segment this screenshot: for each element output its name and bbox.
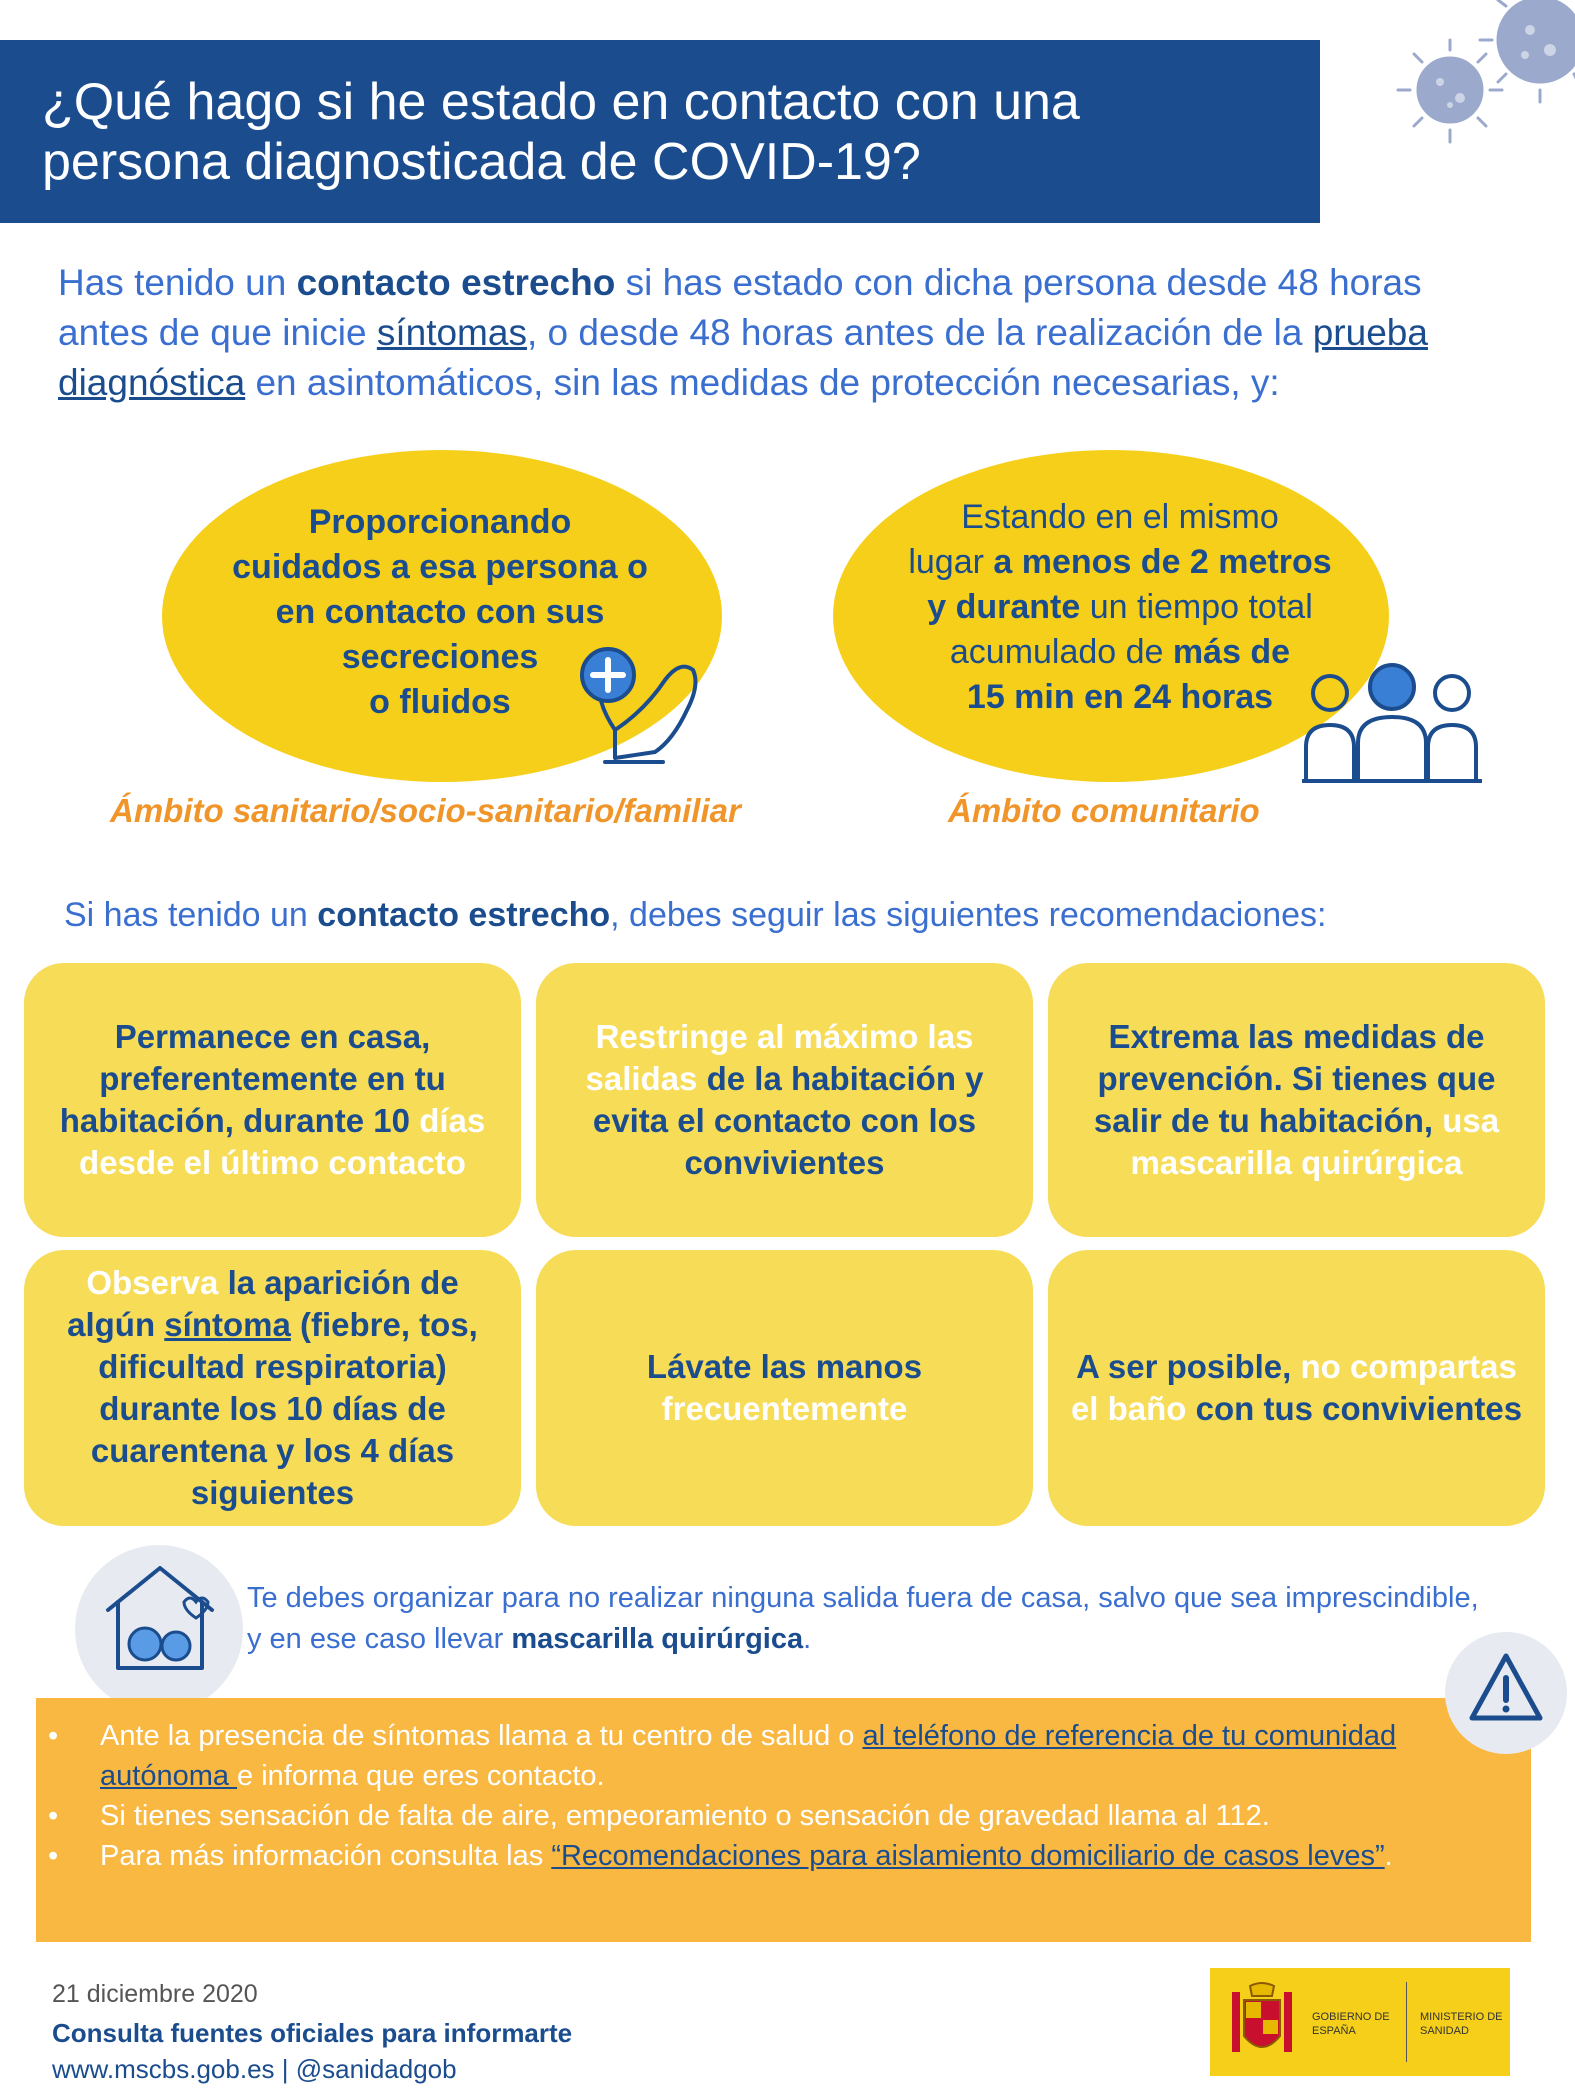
alert-item-symptoms: • Ante la presencia de síntomas llama a tu centro de salud o al teléfono de referencia de tu comunidad autónoma e informa que eres contacto. — [40, 1716, 1510, 1796]
telefono-referencia-link[interactable]: al teléfono de referencia de tu comunidad autónoma — [100, 1720, 1397, 1792]
community-ellipse-text: Estando en el mismo lugar a menos de 2 metros y durante un tiempo total acumulado de más de 15 min en 24 horas — [908, 498, 1332, 716]
alert-item-112: • Si tienes sensación de falta de aire, empeoramiento o sensación de gravedad llama al 112. — [40, 1796, 1510, 1836]
recommendations-heading: Si has tenido un contacto estrecho, debes seguir las siguientes recomendaciones: — [64, 896, 1327, 934]
card-prevention: Extrema las medidas de prevención. Si tienes que salir de tu habitación, usa mascarilla quirúrgica — [1048, 963, 1545, 1237]
recomendaciones-link[interactable]: “Recomendaciones para aislamiento domiciliario de casos leves” — [551, 1840, 1385, 1872]
card-restrict-exits: Restringe al máximo las salidas de la habitación y evita el contacto con los convivientes — [536, 963, 1033, 1237]
home-note-text: Te debes organizar para no realizar ninguna salida fuera de casa, salvo que sea imprescindible, y en ese caso llevar mascarilla quirúrgica. — [247, 1582, 1479, 1655]
title-bar — [0, 40, 1320, 223]
family-home-icon — [100, 1560, 220, 1675]
alert-list — [40, 1716, 1510, 1876]
card-bathroom: A ser posible, no compartas el baño con tus convivientes — [1048, 1250, 1545, 1526]
sintomas-link[interactable]: síntomas — [376, 312, 527, 353]
card-observe-symptoms: Observa la aparición de algún síntoma (fiebre, tos, dificultad respiratoria) durante los 10 días de cuarentena y los 4 días siguientes — [24, 1250, 521, 1526]
logo-gobierno: GOBIERNO DE ESPAÑA — [1312, 2011, 1390, 2037]
ambito-comunitario-label: Ámbito comunitario — [948, 792, 1260, 829]
page-title: ¿Qué hago si he estado en contacto con una persona diagnosticada de COVID-19? — [42, 73, 1080, 191]
ambito-sanitario-label: Ámbito sanitario/socio-sanitario/familiar — [110, 792, 741, 829]
footer-web-link[interactable]: www.mscbs.gob.es | @sanidadgob — [52, 2054, 457, 2084]
virus-icon — [1380, 0, 1575, 180]
care-ellipse-text: Proporcionando cuidados a esa persona o en contacto con sus secreciones o fluidos — [232, 503, 648, 721]
card-wash-hands: Lávate las manos frecuentemente — [536, 1250, 1033, 1526]
government-logo — [1210, 1968, 1510, 2076]
card-stay-home: Permanece en casa, preferentemente en tu habitación, durante 10 días desde el último contacto — [24, 963, 521, 1237]
caring-hand-icon — [575, 640, 715, 770]
coat-of-arms-icon — [1224, 1982, 1300, 2064]
alert-item-more-info: • Para más información consulta las “Recomendaciones para aislamiento domiciliario de casos leves”. — [40, 1836, 1510, 1876]
people-group-icon — [1300, 655, 1485, 785]
contacto-estrecho-bold: contacto estrecho — [296, 262, 616, 303]
footer-date: 21 diciembre 2020 — [52, 1980, 258, 2008]
prueba-diagnostica-link[interactable]: prueba diagnóstica — [58, 312, 1428, 403]
logo-ministerio: MINISTERIO DE SANIDAD — [1420, 2011, 1503, 2037]
footer-consulta: Consulta fuentes oficiales para informarte — [52, 2018, 573, 2048]
sintoma-link[interactable]: síntoma — [164, 1306, 291, 1343]
intro-paragraph: Has tenido un contacto estrecho si has estado con dicha persona desde 48 horas antes de que inicie síntomas, o desde 48 horas antes de la realización de la prueba diagnóstica en asintomáticos, sin las medidas de protección necesarias, y: — [58, 262, 1428, 403]
